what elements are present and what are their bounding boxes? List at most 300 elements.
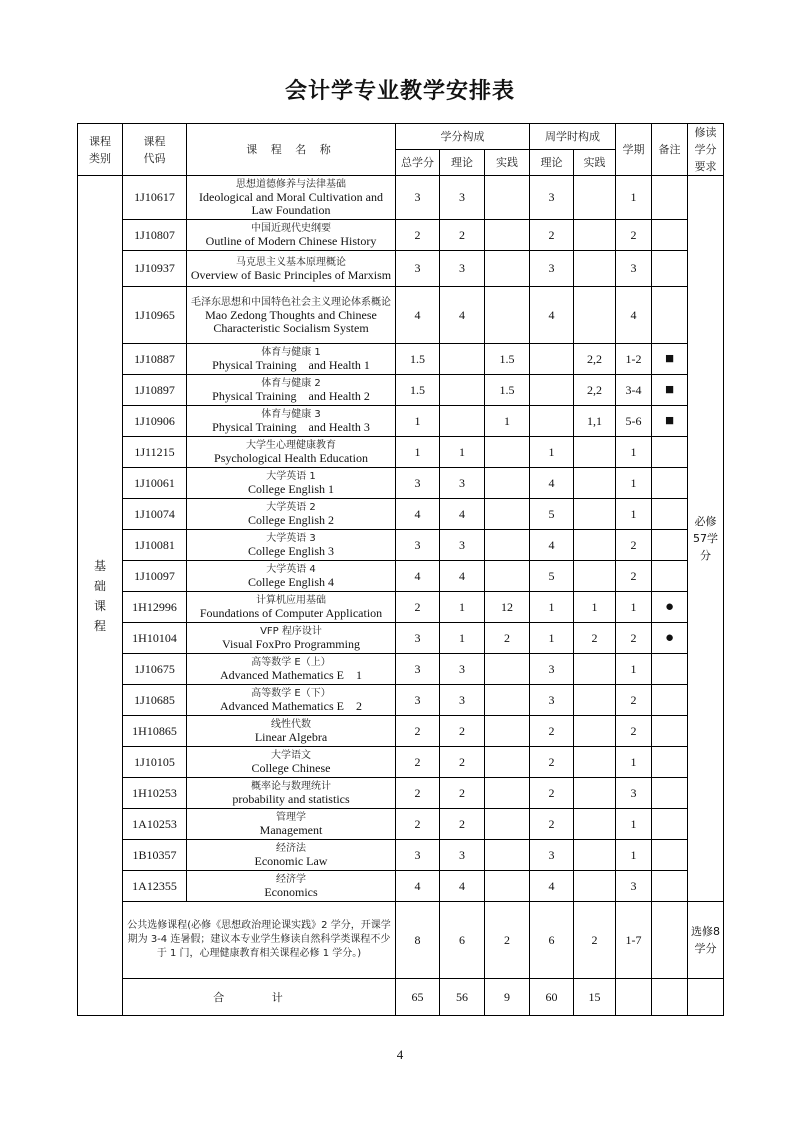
hours-theory: 1 [530, 437, 574, 468]
semester: 1 [616, 747, 652, 778]
header-code: 课程代码 [123, 124, 187, 176]
elective-requirement-cell [688, 902, 724, 979]
note-marker [652, 176, 688, 220]
totals-hours-practice: 15 [574, 979, 616, 1016]
course-name [187, 592, 396, 623]
theory-credit: 2 [440, 778, 485, 809]
course-code: 1J10965 [123, 287, 187, 344]
note-marker: ● [652, 592, 688, 623]
note-marker [652, 654, 688, 685]
practice-credit [485, 220, 530, 251]
course-name-cn: 管理学 [276, 812, 306, 823]
hours-practice: 2,2 [574, 344, 616, 375]
page-number: 4 [396, 1047, 404, 1062]
practice-credit [485, 716, 530, 747]
course-name [187, 437, 396, 468]
table-row [78, 685, 724, 716]
theory-credit: 4 [440, 287, 485, 344]
semester: 1 [616, 437, 652, 468]
hours-practice [574, 561, 616, 592]
total-credit: 3 [396, 654, 440, 685]
practice-credit [485, 809, 530, 840]
elective-total-credit: 8 [396, 902, 440, 979]
hours-practice [574, 176, 616, 220]
header-hours-theory: 理论 [530, 150, 574, 176]
note-marker [652, 716, 688, 747]
course-code: 1A10253 [123, 809, 187, 840]
theory-credit [440, 375, 485, 406]
semester: 5-6 [616, 406, 652, 437]
header-hours-group: 周学时构成 [530, 124, 616, 150]
header-semester: 学期 [616, 124, 652, 176]
hours-theory: 2 [530, 220, 574, 251]
course-name-cn: 大学英语 3 [266, 533, 316, 544]
course-name-en: Ideological and Moral Cultivation and Law Foundation [199, 190, 383, 217]
practice-credit [485, 176, 530, 220]
note-marker [652, 499, 688, 530]
hours-theory [530, 406, 574, 437]
hours-practice [574, 251, 616, 287]
hours-practice [574, 220, 616, 251]
practice-credit [485, 840, 530, 871]
table-row [78, 530, 724, 561]
total-credit: 2 [396, 747, 440, 778]
course-code: 1H10104 [123, 623, 187, 654]
course-name-en: Psychological Health Education [214, 451, 368, 465]
table-row [78, 747, 724, 778]
totals-row [78, 979, 724, 1016]
course-code: 1J11215 [123, 437, 187, 468]
course-name-cn: 大学英语 2 [266, 502, 316, 513]
practice-credit [485, 561, 530, 592]
semester: 1 [616, 176, 652, 220]
course-name-cn: 马克思主义基本原理概论 [236, 256, 346, 268]
course-name [187, 778, 396, 809]
total-credit: 4 [396, 287, 440, 344]
requirement-elective: 选修8学分 [691, 925, 720, 955]
total-credit: 4 [396, 871, 440, 902]
total-credit: 2 [396, 809, 440, 840]
course-name-cn: VFP 程序设计 [260, 626, 322, 637]
course-name-cn: 高等数学 E（上） [251, 657, 331, 668]
course-code: 1J10081 [123, 530, 187, 561]
theory-credit: 2 [440, 716, 485, 747]
course-name [187, 716, 396, 747]
table-row [78, 437, 724, 468]
course-name-en: Foundations of Computer Application [199, 606, 383, 620]
note-marker [652, 561, 688, 592]
semester: 2 [616, 716, 652, 747]
semester: 1 [616, 809, 652, 840]
hours-practice [574, 499, 616, 530]
total-credit: 2 [396, 220, 440, 251]
semester: 3 [616, 778, 652, 809]
hours-theory [530, 344, 574, 375]
total-credit: 1 [396, 406, 440, 437]
course-code: 1H10865 [123, 716, 187, 747]
theory-credit: 1 [440, 592, 485, 623]
totals-practice-credit: 9 [485, 979, 530, 1016]
total-credit: 1.5 [396, 344, 440, 375]
hours-theory: 1 [530, 592, 574, 623]
theory-credit: 2 [440, 747, 485, 778]
total-credit: 2 [396, 778, 440, 809]
practice-credit [485, 251, 530, 287]
elective-description: 公共选修课程(必修《思想政治理论课实践》2 学分，开课学期为 3-4 连暑假；建议本专业学生修读自然科学类课程不少于 1 门，心理健康教育相关课程必修 1 学分。) [123, 902, 396, 979]
table-row [78, 623, 724, 654]
category-cell [78, 176, 123, 1016]
hours-practice [574, 747, 616, 778]
hours-practice [574, 437, 616, 468]
course-name-en: Physical Training and Health 2 [212, 389, 370, 403]
totals-requirement [688, 979, 724, 1016]
course-name [187, 499, 396, 530]
course-code: 1J10105 [123, 747, 187, 778]
total-credit: 4 [396, 561, 440, 592]
hours-theory: 3 [530, 176, 574, 220]
theory-credit: 3 [440, 685, 485, 716]
total-credit: 4 [396, 499, 440, 530]
course-name-cn: 思想道德修养与法律基础 [236, 179, 346, 190]
total-credit: 3 [396, 468, 440, 499]
elective-note [652, 902, 688, 979]
course-name [187, 809, 396, 840]
course-name-cn: 大学语文 [271, 750, 311, 761]
theory-credit: 4 [440, 561, 485, 592]
total-credit: 3 [396, 685, 440, 716]
course-name-cn: 毛泽东思想和中国特色社会主义理论体系概论 [191, 296, 391, 308]
totals-label: 合 计 [123, 979, 396, 1016]
header-theory: 理论 [440, 150, 485, 176]
totals-total-credit: 65 [396, 979, 440, 1016]
course-name [187, 871, 396, 902]
semester: 3 [616, 251, 652, 287]
total-credit: 2 [396, 716, 440, 747]
theory-credit: 3 [440, 654, 485, 685]
course-name [187, 623, 396, 654]
course-code: 1A12355 [123, 871, 187, 902]
course-name-en: probability and statistics [232, 792, 350, 806]
practice-credit [485, 778, 530, 809]
hours-theory [530, 375, 574, 406]
course-name [187, 220, 396, 251]
course-name-en: Physical Training and Health 3 [212, 420, 370, 434]
semester: 1 [616, 840, 652, 871]
note-marker [652, 809, 688, 840]
course-name-cn: 体育与健康 2 [261, 378, 321, 389]
theory-credit: 2 [440, 220, 485, 251]
course-name-en: Advanced Mathematics E 1 [220, 668, 362, 682]
course-code: 1B10357 [123, 840, 187, 871]
course-name-en: College English 2 [248, 513, 334, 527]
totals-theory-credit: 56 [440, 979, 485, 1016]
hours-practice [574, 468, 616, 499]
hours-theory: 4 [530, 468, 574, 499]
requirement-cell [688, 176, 724, 902]
hours-practice [574, 654, 616, 685]
hours-practice [574, 809, 616, 840]
category-label: 基础课程 [93, 558, 106, 633]
header-hours-practice: 实践 [574, 150, 616, 176]
theory-credit: 1 [440, 623, 485, 654]
practice-credit [485, 468, 530, 499]
note-marker: ● [652, 623, 688, 654]
hours-theory: 3 [530, 840, 574, 871]
course-name-cn: 线性代数 [271, 719, 311, 730]
totals-hours-theory: 60 [530, 979, 574, 1016]
header-category: 课程类别 [78, 124, 123, 176]
hours-practice [574, 778, 616, 809]
hours-theory: 2 [530, 716, 574, 747]
elective-row [78, 902, 724, 979]
course-code: 1J10675 [123, 654, 187, 685]
course-code: 1J10807 [123, 220, 187, 251]
theory-credit [440, 344, 485, 375]
course-name [187, 375, 396, 406]
semester: 2 [616, 530, 652, 561]
course-name [187, 840, 396, 871]
table-row [78, 406, 724, 437]
practice-credit: 1 [485, 406, 530, 437]
elective-hours-theory: 6 [530, 902, 574, 979]
theory-credit: 3 [440, 176, 485, 220]
note-marker [652, 685, 688, 716]
hours-theory: 2 [530, 778, 574, 809]
total-credit: 3 [396, 176, 440, 220]
semester: 1 [616, 499, 652, 530]
practice-credit [485, 499, 530, 530]
totals-semester [616, 979, 652, 1016]
hours-practice: 2,2 [574, 375, 616, 406]
practice-credit: 12 [485, 592, 530, 623]
elective-hours-practice: 2 [574, 902, 616, 979]
total-credit: 2 [396, 592, 440, 623]
total-credit: 1 [396, 437, 440, 468]
practice-credit: 1.5 [485, 344, 530, 375]
course-name [187, 561, 396, 592]
theory-credit [440, 406, 485, 437]
header-total-credit: 总学分 [396, 150, 440, 176]
course-code: 1J10685 [123, 685, 187, 716]
course-code: 1J10617 [123, 176, 187, 220]
note-marker [652, 251, 688, 287]
semester: 3-4 [616, 375, 652, 406]
course-name-en: Management [259, 823, 323, 837]
header-practice: 实践 [485, 150, 530, 176]
course-name [187, 654, 396, 685]
page-title: 会计学专业教学安排表 [284, 79, 515, 104]
table-row [78, 871, 724, 902]
theory-credit: 4 [440, 499, 485, 530]
course-code: 1J10937 [123, 251, 187, 287]
course-name-en: Mao Zedong Thoughts and Chinese Characteristic Socialism System [205, 307, 377, 335]
practice-credit [485, 654, 530, 685]
course-name [187, 176, 396, 220]
semester: 2 [616, 685, 652, 716]
hours-theory: 4 [530, 287, 574, 344]
table-row [78, 592, 724, 623]
hours-practice [574, 287, 616, 344]
course-name-en: Visual FoxPro Programming [222, 637, 360, 651]
table-row [78, 344, 724, 375]
course-name [187, 685, 396, 716]
course-name-en: College English 4 [248, 575, 334, 589]
practice-credit [485, 530, 530, 561]
course-name-en: Linear Algebra [254, 730, 328, 744]
course-code: 1J10097 [123, 561, 187, 592]
course-name-cn: 概率论与数理统计 [251, 781, 331, 792]
hours-practice [574, 871, 616, 902]
course-name [187, 530, 396, 561]
course-code: 1J10887 [123, 344, 187, 375]
table-row [78, 251, 724, 287]
practice-credit [485, 287, 530, 344]
course-name-cn: 大学英语 4 [266, 564, 316, 575]
table-row [78, 468, 724, 499]
table-row [78, 809, 724, 840]
course-name-en: Economics [264, 885, 318, 899]
note-marker: ■ [652, 344, 688, 375]
hours-theory: 3 [530, 685, 574, 716]
note-marker [652, 871, 688, 902]
totals-note [652, 979, 688, 1016]
note-marker [652, 530, 688, 561]
course-name [187, 747, 396, 778]
total-credit: 3 [396, 530, 440, 561]
hours-practice [574, 716, 616, 747]
hours-practice [574, 530, 616, 561]
hours-theory: 4 [530, 530, 574, 561]
note-marker [652, 468, 688, 499]
course-name-en: Outline of Modern Chinese History [205, 234, 377, 248]
note-marker [652, 778, 688, 809]
note-marker [652, 747, 688, 778]
course-name-cn: 体育与健康 3 [261, 409, 321, 420]
course-name [187, 344, 396, 375]
course-name-cn: 大学英语 1 [266, 471, 316, 482]
course-name [187, 468, 396, 499]
semester: 3 [616, 871, 652, 902]
note-marker [652, 220, 688, 251]
requirement-main: 必修57学分 [693, 515, 718, 562]
course-name [187, 251, 396, 287]
hours-practice: 1 [574, 592, 616, 623]
semester: 1 [616, 468, 652, 499]
table-row [78, 716, 724, 747]
note-marker [652, 287, 688, 344]
course-name-cn: 高等数学 E（下） [251, 688, 331, 699]
header-name: 课 程 名 称 [187, 124, 396, 176]
practice-credit [485, 437, 530, 468]
table-row [78, 375, 724, 406]
semester: 2 [616, 561, 652, 592]
hours-practice [574, 685, 616, 716]
course-name-en: College English 3 [248, 544, 334, 558]
semester: 1 [616, 654, 652, 685]
total-credit: 3 [396, 251, 440, 287]
schedule-table [77, 123, 724, 1016]
theory-credit: 2 [440, 809, 485, 840]
total-credit: 3 [396, 623, 440, 654]
semester: 2 [616, 623, 652, 654]
semester: 4 [616, 287, 652, 344]
hours-theory: 3 [530, 251, 574, 287]
header-note: 备注 [652, 124, 688, 176]
course-name-en: Overview of Basic Principles of Marxism [190, 267, 392, 282]
course-code: 1H12996 [123, 592, 187, 623]
hours-practice: 2 [574, 623, 616, 654]
table-row [78, 561, 724, 592]
table-row [78, 287, 724, 344]
semester: 2 [616, 220, 652, 251]
course-code: 1H10253 [123, 778, 187, 809]
course-name-cn: 经济学 [276, 874, 306, 885]
note-marker [652, 437, 688, 468]
elective-theory-credit: 6 [440, 902, 485, 979]
course-name-en: Advanced Mathematics E 2 [220, 699, 362, 713]
practice-credit: 2 [485, 623, 530, 654]
note-marker: ■ [652, 406, 688, 437]
practice-credit [485, 747, 530, 778]
practice-credit [485, 871, 530, 902]
total-credit: 1.5 [396, 375, 440, 406]
course-code: 1J10074 [123, 499, 187, 530]
practice-credit [485, 685, 530, 716]
course-name-en: Economic Law [254, 854, 328, 868]
theory-credit: 3 [440, 251, 485, 287]
elective-practice-credit: 2 [485, 902, 530, 979]
course-name-en: Physical Training and Health 1 [212, 358, 370, 372]
note-marker: ■ [652, 375, 688, 406]
table-row [78, 499, 724, 530]
header-credit-group: 学分构成 [396, 124, 530, 150]
theory-credit: 1 [440, 437, 485, 468]
practice-credit: 1.5 [485, 375, 530, 406]
course-name-en: College English 1 [248, 482, 334, 496]
semester: 1 [616, 592, 652, 623]
course-name-cn: 中国近现代史纲要 [251, 223, 331, 234]
hours-theory: 5 [530, 499, 574, 530]
hours-theory: 4 [530, 871, 574, 902]
theory-credit: 3 [440, 840, 485, 871]
table-row [78, 840, 724, 871]
course-name-en: College Chinese [251, 761, 331, 775]
table-row [78, 220, 724, 251]
table-row [78, 654, 724, 685]
total-credit: 3 [396, 840, 440, 871]
hours-practice: 1,1 [574, 406, 616, 437]
course-code: 1J10061 [123, 468, 187, 499]
table-row [78, 778, 724, 809]
hours-theory: 3 [530, 654, 574, 685]
semester: 1-2 [616, 344, 652, 375]
hours-theory: 1 [530, 623, 574, 654]
hours-theory: 5 [530, 561, 574, 592]
header-requirement: 修读学分要求 [688, 124, 724, 176]
course-name [187, 287, 396, 344]
course-name-cn: 体育与健康 1 [261, 347, 321, 358]
theory-credit: 3 [440, 530, 485, 561]
course-name [187, 406, 396, 437]
note-marker [652, 840, 688, 871]
hours-practice [574, 840, 616, 871]
course-name-cn: 计算机应用基础 [256, 595, 326, 606]
course-name-cn: 经济法 [276, 843, 306, 854]
table-row [78, 176, 724, 220]
course-code: 1J10906 [123, 406, 187, 437]
hours-theory: 2 [530, 747, 574, 778]
hours-theory: 2 [530, 809, 574, 840]
